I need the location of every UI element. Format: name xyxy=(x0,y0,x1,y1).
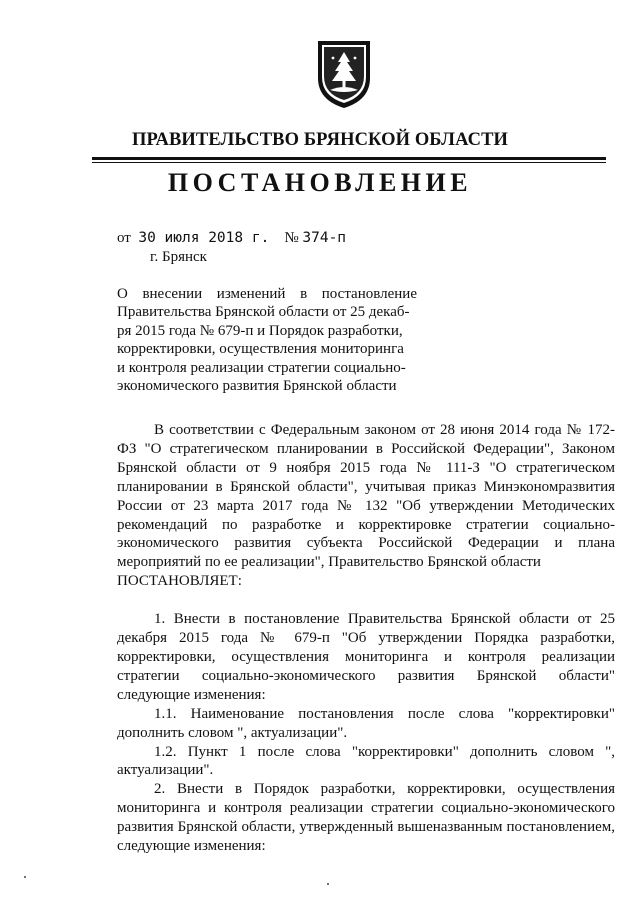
item-1-1-paragraph: 1.1. Наименование постановления после слова "корректировки" дополнить словом ", актуализации". xyxy=(117,705,615,741)
document-date: 30 июля 2018 г. xyxy=(138,230,270,246)
subject-line: ря 2015 года № 679-п и Порядок разработки, xyxy=(117,322,403,339)
header-divider xyxy=(92,157,606,160)
scan-speck xyxy=(327,883,329,885)
subject-line: О внесении изменений в постановление xyxy=(117,286,417,302)
city: г. Брянск xyxy=(150,249,207,265)
scan-speck xyxy=(24,876,26,878)
subject-line: корректировки, осуществления мониторинга xyxy=(117,341,404,358)
document-type: ПОСТАНОВЛЕНИЕ xyxy=(167,168,473,197)
document-body xyxy=(117,421,615,856)
organization-name: ПРАВИТЕЛЬСТВО БРЯНСКОЙ ОБЛАСТИ xyxy=(131,130,508,150)
subject-line: экономического развития Брянской области xyxy=(117,378,397,395)
date-prefix: от xyxy=(117,230,131,246)
date-line xyxy=(117,230,346,247)
document-subject xyxy=(117,285,417,395)
number-prefix: № xyxy=(284,230,299,246)
item-2-paragraph: 2. Внести в Порядок разработки, корректировки, осуществления мониторинга и контроля реализации стратегии социально-экономического развития Брянской области, утвержденный вышеназванным постановлением, следующие изменения: xyxy=(117,781,615,855)
preamble-paragraph: В соответствии с Федеральным законом от 28 июня 2014 года № 172-ФЗ "О стратегическом планировании в Российской Федерации", Законом Брянской области от 9 ноября 2015 года № 111-З "О стратегическом планировании в Брянской области", учитывая приказ Минэкономразвития России от 23 марта 2017 года № 132 "Об утверждении Методических рекомендаций по разработке и корректировке стратегии социально-экономического развития субъекта Российской Федерации и плана мероприятий по ее реализации", Правительство Брянской области xyxy=(117,422,615,571)
coat-of-arms-icon xyxy=(315,38,373,110)
resolves-heading: ПОСТАНОВЛЯЕТ: xyxy=(117,573,242,590)
item-1-paragraph: 1. Внести в постановление Правительства Брянской области от 25 декабря 2015 года № 679-п "Об утверждении Порядка разработки, корректировки, осуществления мониторинга и контроля реализации стратегии социально-экономического развития Брянской области" следующие изменения: xyxy=(117,611,615,703)
subject-line: Правительства Брянской области от 25 декаб- xyxy=(117,304,410,321)
document-number: 374-п xyxy=(302,230,347,246)
item-1-2-paragraph: 1.2. Пункт 1 после слова "корректировки" дополнить словом ", актуализации". xyxy=(117,743,615,779)
subject-line: и контроля реализации стратегии социально- xyxy=(117,359,406,376)
header-divider-thin xyxy=(92,162,606,163)
